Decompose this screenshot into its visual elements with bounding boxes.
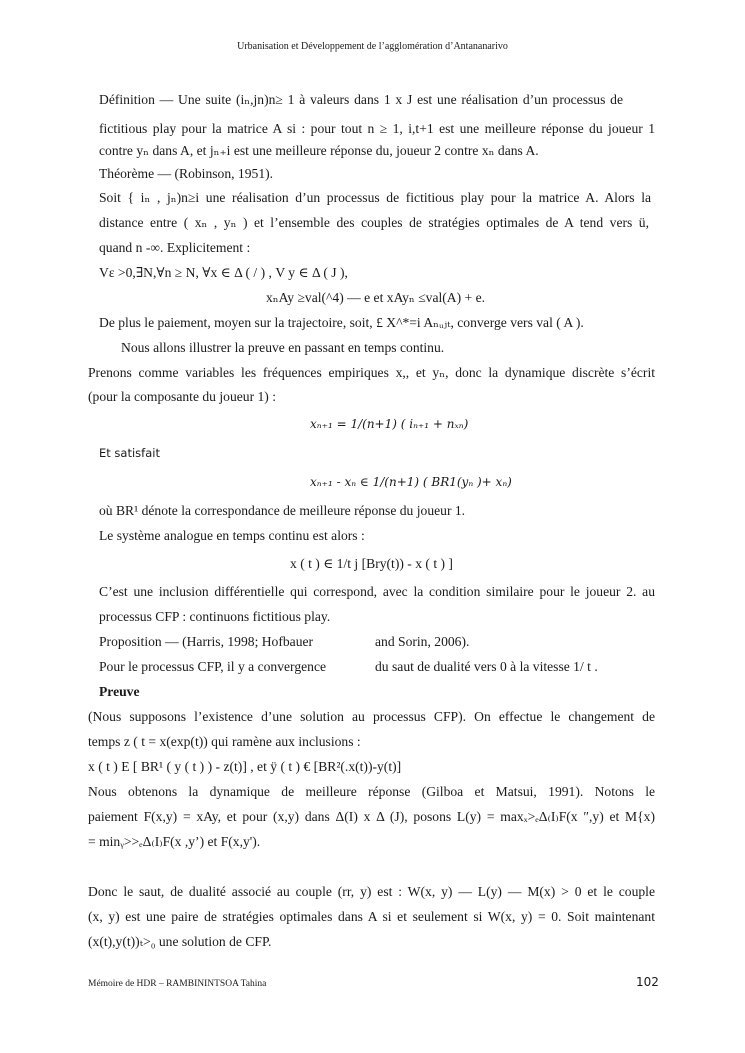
text-line: De plus le paiement, moyen sur la trajectoire, soit, £ X^*=i Aₙᵤⱼₜ, converge vers val ( A ). <box>99 315 584 330</box>
text-line: Nous allons illustrer la preuve en passant en temps continu. <box>121 340 445 355</box>
text-line: Théorème — (Robinson, 1951). <box>99 166 274 181</box>
text-line: Soit { iₙ , jₙ)n≥i une réalisation d’un processus de fictitious play pour la matrice A. Alors la <box>99 190 651 205</box>
text-line: Prenons comme variables les fréquences empiriques x,, et yₙ, donc la dynamique discrète s’écrit <box>88 365 655 380</box>
text-line: du saut de dualité vers 0 à la vitesse 1/ t . <box>375 659 598 674</box>
equation: xₙ₊₁ = 1/(n+1) ( iₙ₊₁ + nₓₙ) <box>310 417 469 431</box>
text-line: distance entre ( xₙ , yₙ ) et l’ensemble des couples de stratégies optimales de A tend vers ü, <box>99 215 649 230</box>
text-line: Nous obtenons la dynamique de meilleure réponse (Gilboa et Matsui, 1991). Notons le <box>88 784 655 799</box>
equation: x ( t ) ∈ 1/t j [Bry(t)) - x ( t ) ] <box>290 556 453 571</box>
text-line: (x(t),y(t))ₜ>₀ une solution de CFP. <box>88 934 272 949</box>
text-line: quand n -∞. Explicitement : <box>99 240 251 255</box>
text-line: Pour le processus CFP, il y a convergence <box>99 659 327 674</box>
text-line: Proposition — (Harris, 1998; Hofbauer <box>99 634 314 649</box>
proof-heading-text: Preuve <box>99 684 140 699</box>
text-line: and Sorin, 2006). <box>375 634 470 649</box>
text-line: contre yₙ dans A, et jₙ₊i est une meilleure réponse du, joueur 2 contre xₙ dans A. <box>99 143 539 158</box>
page-number: 102 <box>636 975 659 989</box>
proof-heading <box>99 684 140 700</box>
text-line: C’est une inclusion différentielle qui correspond, avec la condition similaire pour le joueur 2. au <box>99 584 655 599</box>
text-line: = minᵧ>>ₑΔ₍I₎F(x ,y’) et F(x,y'). <box>88 834 261 849</box>
text-line: (pour la composante du joueur 1) : <box>88 389 276 404</box>
text-line: (Nous supposons l’existence d’une solution au processus CFP). On effectue le changement de <box>88 709 655 724</box>
running-header: Urbanisation et Développement de l’agglomération d’Antananarivo <box>237 41 508 52</box>
text-line: où BR¹ dénote la correspondance de meilleure réponse du joueur 1. <box>99 503 466 518</box>
text-line: (x, y) est une paire de stratégies optimales dans A si et seulement si W(x, y) = 0. Soit maintenant <box>88 909 655 924</box>
text-line: processus CFP : continuons fictitious play. <box>99 609 331 624</box>
text-line: Donc le saut, de dualité associé au couple (rr, y) est : W(x, y) — L(y) — M(x) > 0 et le couple <box>88 884 655 899</box>
equation: x ( t ) E [ BR¹ ( y ( t ) ) - z(t)] , et ÿ ( t ) € [BR²(.x(t))-y(t)] <box>88 759 402 774</box>
equation: xₙ₊₁ - xₙ ∈ 1/(n+1) ( BR1(yₙ )+ xₙ) <box>310 475 512 489</box>
text-line: fictitious play pour la matrice A si : pour tout n ≥ 1, i,t+1 est une meilleure réponse du joueur 1 <box>99 121 655 136</box>
text-line: Et satisfait <box>99 446 160 460</box>
equation: xₙAy ≥val(^4) — e et xAyₙ ≤val(A) + e. <box>266 290 486 305</box>
text-line: Le système analogue en temps continu est alors : <box>99 528 365 543</box>
footer-author: Mémoire de HDR – RAMBININTSOA Tahina <box>88 979 267 989</box>
text-line: temps z ( t = x(exp(t)) qui ramène aux inclusions : <box>88 734 361 749</box>
text-line: Définition — Une suite (iₙ,jn)n≥ 1 à valeurs dans 1 x J est une réalisation d’un processus de <box>99 92 623 107</box>
text-line: paiement F(x,y) = xAy, et pour (x,y) dans Δ(I) x Δ (J), posons L(y) = maxₓ>ₑΔ₍I₎F(x ″,y) et M{x) <box>88 809 655 824</box>
text-line: Vε >0,∃N,∀n ≥ N, ∀x ∈ Δ ( / ) , V y ∈ Δ ( J ), <box>99 265 348 280</box>
